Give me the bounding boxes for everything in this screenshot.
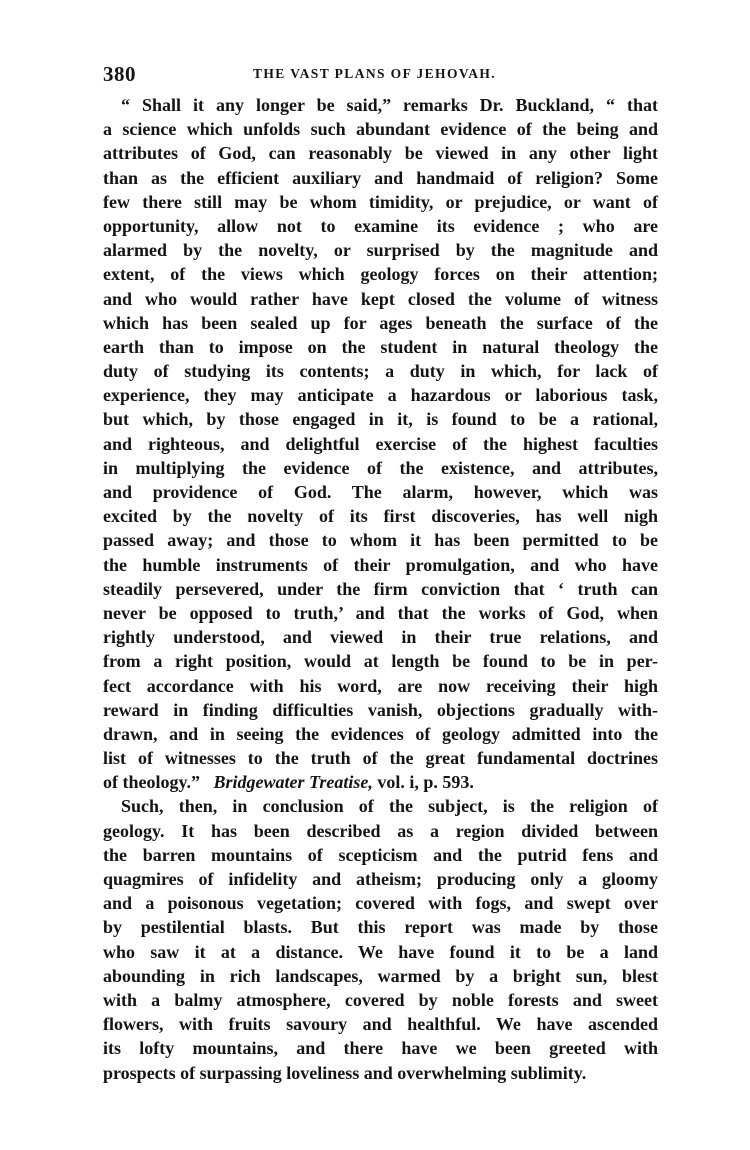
text-line: but which, by those engaged in it, is found to be a rational, (103, 409, 658, 430)
text-line: passed away; and those to whom it has been permitted to be (103, 530, 658, 551)
running-title: THE VAST PLANS OF JEHOVAH. (253, 66, 497, 81)
text-line: “ Shall it any longer be said,” remarks Dr. Buckland, “ that (121, 95, 658, 115)
paragraph-quotation (103, 93, 658, 794)
text-line: abounding in rich landscapes, warmed by a bright sun, blest (103, 965, 658, 986)
text-line: list of witnesses to the truth of the great fundamental doctrines (103, 748, 658, 769)
text-line: steadily persevered, under the firm conviction that ‘ truth can (103, 578, 658, 599)
text-line: fect accordance with his word, are now receiving their high (103, 675, 658, 696)
text-line: than as the efficient auxiliary and handmaid of religion? Some (103, 167, 658, 188)
text-line: which has been sealed up for ages beneath the surface of the (103, 312, 658, 333)
text-line: rightly understood, and viewed in their true relations, and (103, 627, 658, 648)
text-line: alarmed by the novelty, or surprised by the magnitude and (103, 240, 658, 261)
text-line: from a right position, would at length be found to be in per- (103, 651, 658, 672)
citation-title: Bridgewater Treatise, (213, 772, 373, 793)
running-head (103, 62, 658, 86)
text-line: a science which unfolds such abundant evidence of the being and (103, 119, 658, 140)
quote-end: of theology.” (103, 772, 200, 793)
text-line: and righteous, and delightful exercise of the highest faculties (103, 433, 658, 454)
paragraph-conclusion (103, 794, 658, 1084)
text-line: and a poisonous vegetation; covered with fogs, and swept over (103, 893, 658, 914)
text-line: by pestilential blasts. But this report was made by those (103, 917, 658, 938)
text-line: in multiplying the evidence of the existence, and attributes, (103, 457, 658, 478)
text-line: and providence of God. The alarm, however, which was (103, 482, 658, 502)
text-line: geology. It has been described as a region divided between (103, 820, 658, 841)
text-line: earth than to impose on the student in natural theology the (103, 336, 658, 357)
text-line: excited by the novelty of its first discoveries, has well nigh (103, 506, 658, 527)
text-line: duty of studying its contents; a duty in which, for lack of (103, 361, 658, 382)
text-line: prospects of surpassing loveliness and overwhelming sublimity. (103, 1062, 587, 1083)
text-line: extent, of the views which geology forces on their attention; (103, 264, 658, 285)
text-line: attributes of God, can reasonably be viewed in any other light (103, 143, 658, 164)
body-text (103, 93, 658, 1085)
text-line: drawn, and in seeing the evidences of geology admitted into the (103, 723, 658, 744)
text-line: few there still may be whom timidity, or prejudice, or want of (103, 191, 658, 212)
citation-line (103, 770, 658, 794)
text-line: reward in finding difficulties vanish, objections gradually with- (103, 699, 658, 720)
text-line: flowers, with fruits savoury and healthful. We have ascended (103, 1014, 658, 1035)
text-line: Such, then, in conclusion of the subject, is the religion of (121, 796, 658, 817)
text-line: who saw it at a distance. We have found it to be a land (103, 941, 658, 962)
text-line: opportunity, allow not to examine its evidence ; who are (103, 215, 658, 236)
page-number: 380 (103, 62, 136, 86)
text-line: its lofty mountains, and there have we been greeted with (103, 1038, 658, 1059)
citation-reference: vol. i, p. 593. (377, 772, 474, 793)
text-line: and who would rather have kept closed the volume of witness (103, 288, 658, 309)
text-line: the barren mountains of scepticism and the putrid fens and (103, 844, 658, 865)
text-line: quagmires of infidelity and atheism; producing only a gloomy (103, 869, 658, 889)
text-line: with a balmy atmosphere, covered by noble forests and sweet (103, 989, 658, 1010)
text-line: never be opposed to truth,’ and that the works of God, when (103, 602, 658, 623)
text-line: experience, they may anticipate a hazardous or laborious task, (103, 385, 658, 406)
text-line: the humble instruments of their promulgation, and who have (103, 554, 658, 575)
